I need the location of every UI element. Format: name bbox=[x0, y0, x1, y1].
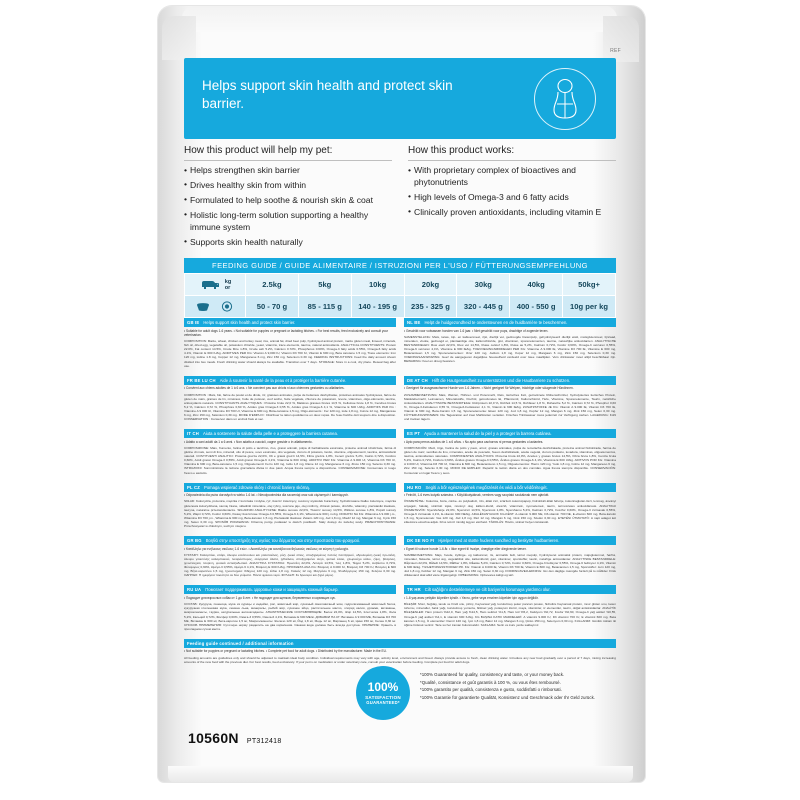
table-cell-amount: 140 - 195 g bbox=[351, 296, 404, 318]
table-cell-amount: 400 - 550 g bbox=[510, 296, 563, 318]
language-body: COMPOSIZIONE: Mais, frumento, farina di pollo e tacchino, riso, grassi animali, polpa di barbabietola essiccata, proteine animali idrolizzate, farina di glutine di mais, semi di lino, minerali, olio di pesce, uovo essiccato, olio vegetale, cloruro di potassio, lievito, vitamine, oligoelementi, taurina, antiossidanti naturali. COSTITUENTI ANALITICI: Proteina grezza 22,0%, Oli e grassi grezzi 14,5%, Fibra grezza 1,8%, Ceneri grezze 5,2%, Calcio 0,72%, Fosforo 0,60%, Acidi grassi Omega-3 0,55%, Acidi grassi Omega-6 4,1%, Vitamina E 600 UI/kg. ADDITIVI PER KG: Vitamina A 9.000 UI, Vitamina D3 700 UI, Vitamina E 600 mg, Beta-carotene 1,5 mg, Oligoelementi: Ferro 120 mg, Iodio 1,8 mg, Rame 12 mg, Manganese 6 mg, Zinco 150 mg, Selenio 0,30 mg. ISTRUZIONI: Somministrare la razione giornaliera divisa in due pasti. Acqua fresca sempre a disposizione. CONSERVAZIONE: Conservare in luogo fresco e asciutto. bbox=[184, 446, 396, 475]
list-item: • Helps strengthen skin barrier bbox=[184, 165, 392, 177]
pack-code-primary: 10560N bbox=[188, 730, 239, 746]
language-body: All feeding amounts are guidelines only and should be adjusted to maintain ideal body condition. Individual requirements may vary with age, activity level, environment and breed. Always provide access to fresh, clean drinking water. Introduce any new food gradually over a period of 7 days, mixing increasing amounts of the new food with the previous diet. For best results, feed exclusively. If your pet is on medication or under veterinary care, consult your veterinarian before feeding. Complete pet food for adult dogs. bbox=[184, 655, 616, 664]
feeding-guide-table bbox=[184, 273, 616, 318]
language-block bbox=[404, 585, 616, 630]
feeding-weight-header-cell bbox=[185, 274, 246, 296]
language-bar bbox=[404, 536, 616, 545]
feeding-guide bbox=[184, 258, 616, 318]
bag-top-fold bbox=[182, 6, 617, 32]
language-body: SAMMENSÆTNING: Majs, hvede, kyllinge- og kalkunmel, ris, animalsk fedt, tørret roepulp, hydrolyseret animalsk protein, majsglutenmel, hørfrø, mineraler, fiskeolie, tørret æg, vegetabilsk olie, kaliumklorid, gær, vitaminer, sporstoffer, taurin, naturlige antioxidanter. ANALYTISKE BESTANDDELE: Råprotein 22,0%, Råfedt 14,5%, Råfiber 1,8%, Råaske 5,2%, Calcium 0,72%, Fosfor 0,60%, Omega-3 fedtsyrer 0,55%, Omega-6 fedtsyrer 4,1%, Vitamin E 600 IE/kg. TILSÆTNINGSSTOFFER PR. KG: Vitamin A 9.000 IE, Vitamin D3 700 IE, Vitamin E 600 mg, Betacaroten 1,5 mg, Sporstoffer: Jern 120 mg, Jod 1,8 mg, Kobber 12 mg, Mangan 6 mg, Zink 150 mg, Selen 0,30 mg. FODRINGSVEJLEDNING: Giv den daglige mængde fordelt på to måltider. Frisk drikkevand skal altid være tilgængeligt. OPBEVARING: Opbevares køligt og tørt. bbox=[404, 552, 616, 578]
language-code: IT CH bbox=[187, 431, 199, 437]
language-bar bbox=[184, 376, 396, 385]
language-block bbox=[184, 376, 396, 421]
benefits-left-title: How this product will help my pet: bbox=[184, 145, 392, 161]
language-code: DK SE NO FI bbox=[407, 538, 435, 544]
table-row bbox=[185, 274, 616, 296]
language-body: BİLEŞİM: Mısır, buğday, tavuk ve hindi unu, pirinç, hayvansal yağ, kurutulmuş şeker pancarı posası, hidrolize hayvansal protein, mısır glüten unu, keten tohumu, mineraller, balık yağı, kurutulmuş yumurta, bitkisel yağ, potasyum klorür, maya, vitaminler, iz elementler, taurin, doğal antioksidanlar. ANALİTİK BİLEŞENLER: Ham protein %22,0, Ham yağ %14,5, Ham selüloz %1,8, Ham kül %5,2, Kalsiyum %0,72, Fosfor %0,60, Omega-3 yağ asitleri %0,55, Omega-6 yağ asitleri %4,1, E vitamini 600 IU/kg. KG BAŞINA KATKI MADDELERİ: A vitamini 9.000 IU, D3 vitamini 700 IU, E vitamini 600 mg, Beta karoten 1,5 mg, İz elementler: Demir 120 mg, İyot 1,8 mg, Bakır 12 mg, Mangan 6 mg, Çinko 150 mg, Selenyum 0,30 mg. KULLANIM: Günlük miktarı iki öğüne bölerek veriniz. Taze su her zaman bulunmalıdır. SAKLAMA: Serin ve kuru yerde saklayınız. bbox=[404, 602, 616, 627]
feeding-unit-line1: kg bbox=[224, 278, 232, 285]
product-bag bbox=[158, 6, 645, 782]
pack-codes bbox=[188, 730, 282, 746]
seal-line-2: GUARANTEED* bbox=[366, 699, 400, 705]
language-bar bbox=[404, 585, 616, 594]
language-bullets: • Egnet til voksne hunde 1-6 år. • Ikke egnet til hvalpe, drægtige eller diegivende tæver. bbox=[404, 546, 527, 551]
language-block bbox=[184, 318, 396, 368]
language-code: NL BE bbox=[407, 320, 421, 325]
language-bar bbox=[404, 376, 616, 385]
language-claim: Aiuta a sostenere la salute della pelle e a proteggere la barriera cutanea. bbox=[202, 431, 338, 437]
table-cell-weight: 50kg+ bbox=[563, 274, 616, 296]
language-bar bbox=[184, 483, 396, 492]
language-claim: Hjælper med at støtte hudens sundhed og beskytte hudbarrieren. bbox=[438, 538, 560, 544]
benefits-right-list bbox=[408, 165, 616, 218]
table-cell-amount: 85 - 115 g bbox=[298, 296, 351, 318]
legal-language-section bbox=[184, 318, 616, 664]
language-body: ÖSSZETÉTEL: Kukorica, búza, csirke- és pulykaliszt, rizs, állati zsír, szárított cukorrépapép, hidrolizált állati fehérje, kukoricaglutén-liszt, lenmag, ásványi anyagok, halolaj, szárított tojás, növényi olaj, kálium-klorid, élesztő, vitaminok, nyomelemek, taurin, természetes antioxidánsok. ANALITIKAI ÖSSZETEVŐK: Nyersfehérje 22,0%, Nyerszsír 14,5%, Nyersrost 1,8%, Nyershamu 5,2%, Kalcium 0,72%, Foszfor 0,60%, Omega-3 zsírsavak 0,55%, Omega-6 zsírsavak 4,1%, E-vitamin 600 NE/kg. ADALÉKANYAGOK KG-KÉNT: A-vitamin 9.000 NE, D3-vitamin 700 NE, E-vitamin 600 mg, Béta-karotin 1,5 mg, Nyomelemek: Vas 120 mg, Jód 1,8 mg, Réz 12 mg, Mangán 6 mg, Cink 150 mg, Szelén 0,30 mg. ETETÉSI ÚTMUTATÓ: A napi adagot két étkezésre elosztva adjuk. Friss ivóvíz mindig legyen elérhető. TÁROLÁS: Hűvös, száraz helyen tárolandó. bbox=[404, 499, 616, 524]
feeding-guide-title: FEEDING GUIDE / GUIDE ALIMENTAIRE / ISTRUZIONI PER L'USO / FÜTTERUNGSEMPFEHLUNG bbox=[184, 258, 616, 273]
language-block bbox=[184, 536, 396, 577]
table-cell-weight: 5kg bbox=[298, 274, 351, 296]
language-bar bbox=[184, 429, 396, 438]
language-claim: Hilft die Hautgesundheit zu unterstützen und die Hautbarriere zu schützen. bbox=[431, 377, 571, 383]
language-bar bbox=[184, 585, 396, 594]
table-cell-amount: 320 - 445 g bbox=[457, 296, 510, 318]
table-row bbox=[185, 296, 616, 318]
bag-top-gusset-left bbox=[162, 16, 196, 60]
hero-headline: Helps support skin health and protect skin barrier. bbox=[202, 78, 453, 111]
language-code: Feeding guide continued / additional information bbox=[187, 640, 294, 646]
table-cell-weight: 10kg bbox=[351, 274, 404, 296]
feeding-unit-line2: or bbox=[224, 284, 231, 291]
language-bullets: • Convient aux chiens adultes de 1 à 6 ans. • Ne convient pas aux chiots ni aux chiennes gestantes ou allaitantes. bbox=[184, 386, 345, 391]
language-block bbox=[404, 376, 616, 421]
language-bullets: • Geschikt voor volwassen honden van 1-6 jaar. • Niet geschikt voor pups, drachtige of zogende teven. bbox=[404, 328, 549, 333]
bag-bottom-fold bbox=[168, 766, 633, 782]
language-body: СОСТАВ: Кукуруза, пшеница, мука из курицы и индейки, рис, животный жир, сушёный свекловичный жом, гидролизованный животный белок, кукурузная глютеновая мука, семена льна, минералы, рыбий жир, сушёное яйцо, растительное масло, хлорид калия, дрожжи, витамины, микроэлементы, таурин, натуральные антиоксиданты. АНАЛИТИЧЕСКИЕ СОСТАВЛЯЮЩИЕ: Белок 22,0%, Жир 14,5%, Клетчатка 1,8%, Зола 5,2%, Кальций 0,72%, Фосфор 0,60%, Омега-3 0,55%, Омега-6 4,1%, Витамин Е 600 МЕ/кг. ДОБАВКИ НА КГ: Витамин А 9 000 МЕ, Витамин D3 700 МЕ, Витамин Е 600 мг, Бета-каротин 1,5 мг, Микроэлементы: Железо 120 мг, Йод 1,8 мг, Медь 12 мг, Марганец 6 мг, Цинк 150 мг, Селен 0,30 мг. СПОСОБ ПРИМЕНЕНИЯ: Суточную норму разделить на два кормления. Свежая вода должна быть всегда доступна. ХРАНЕНИЕ: Хранить в прохладном сухом месте. bbox=[184, 602, 396, 631]
language-claim: Helps support skin health and protect skin barrier. bbox=[203, 320, 296, 325]
table-cell-amount: 50 - 70 g bbox=[246, 296, 299, 318]
language-body: SAMENSTELLING: Maïs, tarwe, kip- en kalkoenmeel, rijst, dierlijk vet, gedroogde bietenpulp, gehydrolyseerd dierlijk eiwit, maïsglutenmeel, lijnzaad, mineralen, visolie, gedroogd ei, plantaardige olie, kaliumchloride, gist, vitaminen, sporenelementen, taurine, natuurlijke antioxidanten. ANALYTISCHE BESTANDDELEN: Ruw eiwit 22,0%, Ruw vet 14,5%, Ruwe celstof 1,8%, Ruwe as 5,2%, Calcium 0,72%, Fosfor 0,60%, Omega-3 vetzuren 0,55%, Omega-6 vetzuren 4,1%, Vitamine E 600 IE/kg. TOEVOEGINGSMIDDELEN PER KG: Vitamine A 9.000 IE, Vitamine D3 700 IE, Vitamine E 600 mg, Bètacaroteen 1,5 mg, Sporenelementen: IJzer 120 mg, Jodium 1,8 mg, Koper 12 mg, Mangaan 6 mg, Zink 150 mg, Selenium 0,30 mg. VOEDINGSAANWIJZING: Geef de aangegeven dagelijkse hoeveelheid verdeeld over twee maaltijden. Vers drinkwater moet altijd beschikbaar zijn. BEWARING: Koel en droog bewaren. bbox=[404, 334, 616, 364]
language-bullets: • Geeignet für ausgewachsene Hunde von 1-6 Jahren. • Nicht geeignet für Welpen, trächtige oder säugende Hündinnen. bbox=[404, 386, 574, 391]
language-claim: Cilt sağlığını desteklemeye ve cilt bariyerini korumaya yardımcı olur. bbox=[424, 587, 551, 593]
language-bar bbox=[184, 536, 396, 545]
bowl-icon bbox=[196, 301, 210, 312]
bowl-icon-secondary bbox=[220, 301, 234, 312]
language-claim: Ayuda a mantener la salud de la piel y a proteger la barrera cutánea. bbox=[424, 431, 552, 437]
guarantee-note: *Qualité, consistance et goût garantis à 100 %, ou vous êtes remboursé. bbox=[420, 679, 561, 685]
language-bullets: • Felnőtt, 1-6 éves kutyák számára. • Kölyökkutyáknak, vemhes vagy szoptató szukáknak nem ajánlott. bbox=[404, 493, 550, 498]
table-cell-weight: 20kg bbox=[404, 274, 457, 296]
guarantee-note: *100% garantito per qualità, consistenza e gusto, soddisfatti o rimborsati. bbox=[420, 687, 562, 693]
language-claim: Pomaga wspierać zdrowie skóry i chronić barierę skórną. bbox=[204, 484, 310, 490]
language-body: COMPOSITION : Maïs, blé, farine de poulet et de dinde, riz, graisses animales, pulpe de betterave déshydratée, protéines animales hydrolysées, farine de gluten de maïs, graines de lin, minéraux, huile de poisson, œuf séché, huile végétale, chlorure de potassium, levure, vitamines, oligo-éléments, taurine, antioxydants naturels. CONSTITUANTS ANALYTIQUES : Protéine brute 22,0 %, Matières grasses brutes 14,5 %, Cellulose brute 1,8 %, Cendres brutes 5,2 %, Calcium 0,72 %, Phosphore 0,60 %, Acides gras Oméga-3 0,55 %, Acides gras Oméga-6 4,1 %, Vitamine E 600 UI/kg. ADDITIFS PAR KG : Vitamine A 9 000 UI, Vitamine D3 700 UI, Vitamine E 600 mg, Bêta-carotène 1,5 mg, Oligo-éléments : Fer 120 mg, Iode 1,8 mg, Cuivre 12 mg, Manganèse 6 mg, Zinc 150 mg, Sélénium 0,30 mg. MODE D'EMPLOI : Distribuer la ration quotidienne en deux repas. De l'eau fraîche doit toujours être à disposition. CONSERVATION : Conserver dans un endroit frais et sec. bbox=[184, 392, 396, 422]
language-bar bbox=[404, 429, 616, 438]
language-block bbox=[184, 483, 396, 528]
feeding-amount-header-cell bbox=[185, 296, 246, 318]
language-bullets: • Подходит для взрослых собак от 1 до 6 лет. • Не подходит для щенков, беременных и кормящих сук. bbox=[184, 595, 336, 600]
language-block-wide bbox=[184, 639, 616, 664]
language-bullets: • Not suitable for puppies or pregnant or lactating bitches. • Complete pet food for adult dogs. • Distributed by the manufacturer. Made in the EU. bbox=[184, 649, 387, 654]
language-bullets: • Suitable for adult dogs 1-6 years. • Not suitable for puppies or pregnant or lactating bitches. • For best results, feed exclusively and consult your veterinarian. bbox=[184, 328, 389, 337]
language-code: FR BE LU CH bbox=[187, 377, 216, 383]
language-claim: Helpt de huidgezondheid te ondersteunen en de huidbarrière te beschermen. bbox=[424, 320, 568, 325]
list-item: • Drives healthy skin from within bbox=[184, 180, 392, 192]
list-item: • With proprietary complex of bioactives and phytonutrients bbox=[408, 165, 616, 188]
table-cell-weight: 40kg bbox=[510, 274, 563, 296]
benefits-left-list bbox=[184, 165, 392, 248]
benefits-column-left bbox=[184, 145, 392, 255]
language-claim: Βοηθά στην υποστήριξη της υγείας του δέρματος και στην προστασία του φραγμού. bbox=[205, 538, 361, 544]
language-bar bbox=[184, 639, 616, 648]
list-item: • Holistic long-term solution supporting a healthy immune system bbox=[184, 210, 392, 233]
list-item: • Supports skin health naturally bbox=[184, 237, 392, 249]
language-claim: Помогает поддерживать здоровье кожи и защищать кожный барьер. bbox=[205, 587, 339, 593]
table-cell-weight: 30kg bbox=[457, 274, 510, 296]
table-cell-amount: 235 - 325 g bbox=[404, 296, 457, 318]
language-code: RU UA bbox=[187, 587, 202, 593]
language-code: GR BG bbox=[187, 538, 202, 544]
list-item: • Clinically proven antioxidants, including vitamin E bbox=[408, 207, 616, 219]
language-code: HU RO bbox=[407, 484, 422, 490]
language-claim: Aide à soutenir la santé de la peau et à protéger la barrière cutanée. bbox=[219, 377, 347, 383]
seal-percent: 100% bbox=[367, 680, 399, 695]
language-block bbox=[404, 429, 616, 474]
pack-code-secondary: PT312418 bbox=[246, 738, 282, 745]
list-item: • High levels of Omega-3 and 6 fatty acids bbox=[408, 192, 616, 204]
language-block bbox=[184, 429, 396, 474]
language-code: TR HR bbox=[407, 587, 421, 593]
language-claim: Segíti a bőr egészségének megőrzését és védi a bőr védőrétegét. bbox=[425, 484, 548, 490]
guarantee-notes bbox=[420, 666, 595, 703]
language-bullets: • Κατάλληλο για ενήλικους σκύλους 1-6 ετών. • Ακατάλληλο για κουτάβια και θηλυκούς σκύλους σε κύηση ή γαλουχία. bbox=[184, 546, 349, 551]
corner-reference-mark: REF bbox=[610, 48, 621, 54]
guarantee-note: *100% Guaranteed for quality, consistency and taste, or your money back. bbox=[420, 672, 565, 677]
language-bullets: • Adatto a cani adulti da 1 a 6 anni. • Non adatto a cuccioli, cagne gravide o in allattamento. bbox=[184, 439, 313, 444]
seal-line-1: SATISFACTION bbox=[365, 694, 401, 700]
language-body: ΣΥΣΤΑΣΗ: Καλαμπόκι, σιτάρι, άλευρο κοτόπουλου και γαλοπούλας, ρύζι, ζωικό λίπος, αποξηραμένος πολτός παντζαριού, υδρολυμένη ζωική πρωτεΐνη, άλευρο γλουτένης καλαμποκιού, λιναρόσπορος, ανόργανα άλατα, ιχθυέλαιο, αποξηραμένο αυγό, φυτικό έλαιο, χλωριούχο κάλιο, ζύμη, βιταμίνες, ιχνοστοιχεία, ταυρίνη, φυσικά αντιοξειδωτικά. ΑΝΑΛΥΤΙΚΑ ΣΥΣΤΑΤΙΚΑ: Πρωτεΐνη 22,0%, Λιπαρά 14,5%, Ίνες 1,8%, Τέφρα 5,2%, Ασβέστιο 0,72%, Φώσφορος 0,60%, Ωμέγα-3 0,55%, Ωμέγα-6 4,1%, Βιταμίνη E 600 IU/kg. ΠΡΟΣΘΕΤΑ ΑΝΑ KG: Βιταμίνη A 9.000 IU, Βιταμίνη D3 700 IU, Βιταμίνη E 600 mg, Βήτα-καροτένιο 1,5 mg, Ιχνοστοιχεία: Σίδηρος 120 mg, Ιώδιο 1,8 mg, Χαλκός 12 mg, Μαγγάνιο 6 mg, Ψευδάργυρος 150 mg, Σελήνιο 0,30 mg. ΟΔΗΓΙΕΣ: Η ημερήσια ποσότητα σε δύο γεύματα. Πάντα φρέσκο νερό. ΦΥΛΑΞΗ: Σε δροσερό και ξηρό μέρος. bbox=[184, 552, 396, 578]
language-code: PL CZ bbox=[187, 484, 201, 490]
bag-top-gusset-right bbox=[603, 16, 639, 62]
table-cell-weight: 2.5kg bbox=[246, 274, 299, 296]
hero-panel bbox=[184, 58, 616, 139]
language-bullets: • 1-6 yaş arası yetişkin köpekler içindir. • Yavru, gebe veya emziren köpekler için uygun değildir. bbox=[404, 595, 539, 600]
benefits-right-title: How this product works: bbox=[408, 145, 616, 161]
language-body: ZUSAMMENSETZUNG: Mais, Weizen, Hühner- und Putenmehl, Reis, tierisches Fett, getrocknete Rübenschnitzel, hydrolysiertes tierisches Protein, Maisklebermehl, Leinsamen, Mineralstoffe, Fischöl, getrocknetes Ei, Pflanzenöl, Kaliumchlorid, Hefe, Vitamine, Spurenelemente, Taurin, natürliche Antioxidantien. ANALYTISCHE BESTANDTEILE: Rohprotein 22,0 %, Rohfett 14,5 %, Rohfaser 1,8 %, Rohasche 5,2 %, Calcium 0,72 %, Phosphor 0,60 %, Omega-3-Fettsäuren 0,55 %, Omega-6-Fettsäuren 4,1 %, Vitamin E 600 IE/kg. ZUSATZSTOFFE JE KG: Vitamin A 9.000 IE, Vitamin D3 700 IE, Vitamin E 600 mg, Beta-Carotin 1,5 mg, Spurenelemente: Eisen 120 mg, Jod 1,8 mg, Kupfer 12 mg, Mangan 6 mg, Zink 150 mg, Selen 0,30 mg. FÜTTERUNGSHINWEIS: Die Tagesration auf zwei Mahlzeiten verteilen. Frisches Trinkwasser muss jederzeit zur Verfügung stehen. LAGERUNG: Kühl und trocken lagern. bbox=[404, 392, 616, 422]
language-bar bbox=[404, 483, 616, 492]
language-body: COMPOSITION: Maize, wheat, chicken and turkey meal, rice, animal fat, dried beet pulp, hydrolysed animal protein, maize gluten meal, linseed, minerals, fish oil, dried egg, vegetable oil, potassium chloride, yeast, vitamins, trace elements, taurine, natural antioxidants. ANALYTICAL CONSTITUENTS: Protein 22.0%, Fat content 14.5%, Crude fibre 1.8%, Crude ash 5.2%, Calcium 0.72%, Phosphorus 0.60%, Omega-3 fatty acids 0.55%, Omega-6 fatty acids 4.1%, Vitamin E 600 IU/kg. ADDITIVES PER KG: Vitamin A 9,000 IU, Vitamin D3 700 IU, Vitamin E 600 mg, Beta carotene 1.5 mg, Trace elements: Iron 120 mg, Iodine 1.8 mg, Copper 12 mg, Manganese 6 mg, Zinc 150 mg, Selenium 0.30 mg. FEEDING INSTRUCTIONS: Feed the daily amount shown divided into two meals. Fresh drinking water should always be available. Transition over 7 days. STORAGE: Store in a cool, dry place. Reseal bag after use. bbox=[184, 339, 396, 368]
language-block bbox=[404, 483, 616, 528]
language-bar bbox=[404, 318, 616, 327]
language-block bbox=[404, 536, 616, 577]
dog-icon bbox=[199, 278, 221, 291]
language-bullets: • Apto para perros adultos de 1 a 6 años. • No apto para cachorros ni perras gestantes o lactantes. bbox=[404, 439, 544, 444]
language-bullets: • Odpowiednia dla psów dorosłych w wieku 1-6 lat. • Nieodpowiednia dla szczeniąt oraz suk ciężarnych i karmiących. bbox=[184, 493, 349, 498]
benefits-column-right bbox=[408, 145, 616, 255]
guarantee-section bbox=[356, 666, 616, 720]
language-block bbox=[184, 585, 396, 630]
language-code: GB IE bbox=[187, 320, 200, 325]
table-cell-amount: 10g per kg bbox=[563, 296, 616, 318]
benefits-section bbox=[184, 145, 616, 255]
language-body: COMPOSICIÓN: Maíz, trigo, harina de pollo y pavo, arroz, grasas animales, pulpa de remolacha deshidratada, proteína animal hidrolizada, harina de gluten de maíz, semillas de lino, minerales, aceite de pescado, huevo deshidratado, aceite vegetal, cloruro potásico, levadura, vitaminas, oligoelementos, taurina, antioxidantes naturales. COMPONENTES ANALÍTICOS: Proteína bruta 22,0%, Aceites y grasas brutos 14,5%, Fibra bruta 1,8%, Ceniza bruta 5,2%, Calcio 0,72%, Fósforo 0,60%, Ácidos grasos Omega-3 0,55%, Ácidos grasos Omega-6 4,1%, Vitamina E 600 UI/kg. ADITIVOS POR KG: Vitamina A 9.000 UI, Vitamina D3 700 UI, Vitamina E 600 mg, Betacaroteno 1,5 mg, Oligoelementos: Hierro 120 mg, Yodo 1,8 mg, Cobre 12 mg, Manganeso 6 mg, Zinc 150 mg, Selenio 0,30 mg. MODO DE EMPLEO: Repartir la ración diaria en dos comidas. Agua fresca siempre disponible. CONSERVACIÓN: Conservar en lugar fresco y seco. bbox=[404, 446, 616, 475]
satisfaction-guarantee-seal bbox=[356, 666, 410, 720]
language-body: SKŁAD: Kukurydza, pszenica, mączka z kurczaka i indyka, ryż, tłuszcz zwierzęcy, suszony wysłodek buraczany, hydrolizowane białko zwierzęce, mączka glutenowa kukurydziana, siemię lniane, składniki mineralne, olej rybny, suszone jajo, olej roślinny, chlorek potasu, drożdże, witaminy, pierwiastki śladowe, tauryna, naturalne przeciwutleniacze. SKŁADNIKI ANALITYCZNE: Białko surowe 22,0%, Tłuszcz surowy 14,5%, Włókno surowe 1,8%, Popiół surowy 5,2%, Wapń 0,72%, Fosfor 0,60%, Kwasy tłuszczowe Omega-3 0,55%, Omega-6 4,1%, Witamina E 600 j.m./kg. DODATKI NA KG: Witamina A 9.000 j.m., Witamina D3 700 j.m., Witamina E 600 mg, Beta-karoten 1,5 mg, Pierwiastki śladowe: Żelazo 120 mg, Jod 1,8 mg, Miedź 12 mg, Mangan 6 mg, Cynk 150 mg, Selen 0,30 mg. SPOSÓB PODAWANIA: Dzienną porcję podawać w dwóch posiłkach. Stały dostęp do świeżej wody. PRZECHOWYWANIE: Przechowywać w chłodnym, suchym miejscu. bbox=[184, 499, 396, 529]
guarantee-note: *100% Garantie für garantierte Qualität, Konsistenz und Geschmack oder Ihr Geld zurück. bbox=[420, 695, 595, 701]
skin-barrier-icon bbox=[534, 68, 596, 130]
language-bar bbox=[184, 318, 396, 327]
language-code: ES PT bbox=[407, 431, 421, 437]
language-code: DE AT CH bbox=[407, 377, 428, 383]
language-block bbox=[404, 318, 616, 368]
list-item: • Formulated to help soothe & nourish skin & coat bbox=[184, 195, 392, 207]
